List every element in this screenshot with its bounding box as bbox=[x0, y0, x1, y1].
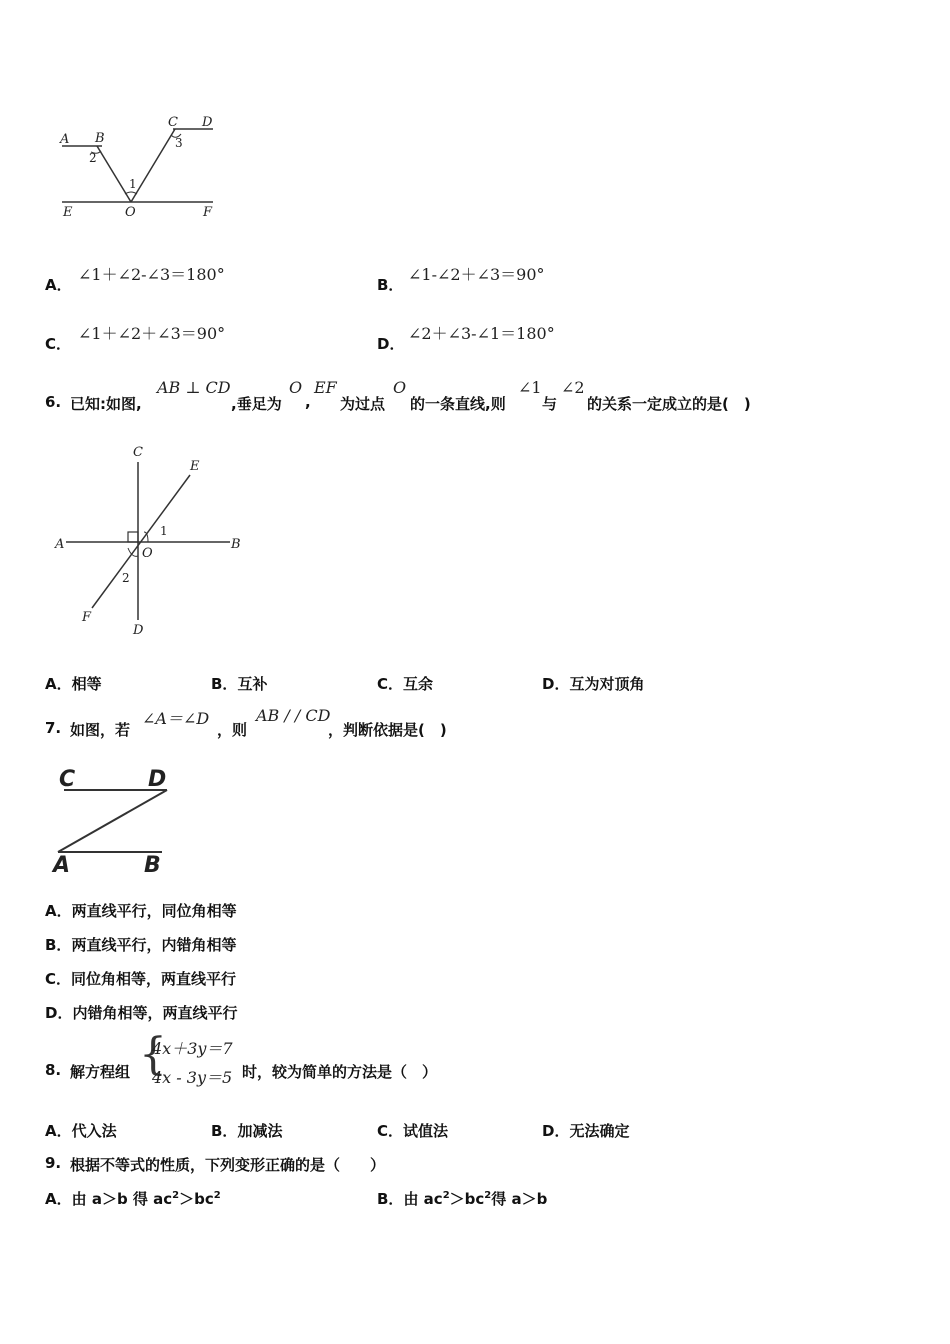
q7-math-ab-parallel-cd: AB / / CD bbox=[256, 706, 331, 725]
q7-label-b: B bbox=[144, 853, 161, 878]
q8-text-before: 解方程组 bbox=[70, 1063, 131, 1081]
q5-label-a: A bbox=[60, 132, 70, 147]
q6-option-a-letter: A． bbox=[45, 675, 72, 693]
q5-option-c-letter: C． bbox=[45, 335, 72, 353]
q8-option-c-text: 试值法 bbox=[403, 1122, 449, 1140]
q8-option-b-text: 加减法 bbox=[237, 1122, 283, 1140]
q8-option-a-text: 代入法 bbox=[71, 1122, 117, 1140]
q6-text-4: 为过点 bbox=[340, 395, 386, 413]
q6-math-o-2: O bbox=[393, 378, 407, 397]
q5-label-o: O bbox=[125, 205, 136, 220]
q6-text-6: 与 bbox=[542, 395, 558, 413]
q7-option-d-letter: D． bbox=[45, 1004, 73, 1022]
q9-option-a-sup2: 2 bbox=[213, 1190, 221, 1201]
q6-angle-1: 1 bbox=[160, 524, 168, 538]
q9-option-b-letter: B． bbox=[377, 1190, 404, 1208]
q7-option-b bbox=[45, 934, 236, 955]
q6-label-f: F bbox=[82, 610, 92, 625]
q9-option-b bbox=[377, 1188, 547, 1209]
q8-option-d-letter: D． bbox=[542, 1122, 570, 1140]
q6-option-c-letter: C． bbox=[377, 675, 404, 693]
q9-number: 9. bbox=[45, 1154, 62, 1172]
q5-angle-3: 3 bbox=[175, 136, 183, 150]
q9-option-a-text-b: ＞bc bbox=[179, 1190, 214, 1208]
q5-label-e: E bbox=[63, 205, 73, 220]
q7-option-d-text: 内错角相等，两直线平行 bbox=[72, 1004, 238, 1022]
q7-number: 7. bbox=[45, 719, 62, 737]
q6-label-a: A bbox=[55, 537, 65, 552]
q6-label-o: O bbox=[142, 546, 153, 561]
q6-label-b: B bbox=[231, 537, 241, 552]
q7-option-c-letter: C． bbox=[45, 970, 72, 988]
q6-math-ab-perp-cd: AB ⊥ CD bbox=[157, 378, 231, 397]
q7-label-c: C bbox=[59, 767, 76, 792]
q6-label-c: C bbox=[133, 445, 143, 460]
q6-number: 6. bbox=[45, 393, 62, 411]
q6-text-1: 已知:如图, bbox=[70, 395, 142, 413]
q6-text-2: ,垂足为 bbox=[231, 395, 282, 413]
q8-option-d bbox=[542, 1120, 629, 1141]
q8-option-b bbox=[211, 1120, 282, 1141]
q6-angle-2: 2 bbox=[122, 571, 130, 585]
q6-math-ef: EF bbox=[314, 378, 337, 397]
q5-option-b-expr: ∠1-∠2＋∠3＝90° bbox=[408, 265, 545, 284]
q9-option-b-text-b: ＞bc bbox=[449, 1190, 485, 1208]
q7-option-b-text: 两直线平行，内错角相等 bbox=[71, 936, 237, 954]
q9-option-b-text-a: 由 ac bbox=[403, 1190, 443, 1208]
q8-option-a bbox=[45, 1120, 117, 1141]
q5-option-d-letter: D． bbox=[377, 335, 405, 353]
q6-text-7: 的关系一定成立的是( ) bbox=[587, 395, 751, 413]
q6-text-5: 的一条直线,则 bbox=[410, 395, 506, 413]
q8-option-a-letter: A． bbox=[45, 1122, 72, 1140]
q5-label-f: F bbox=[203, 205, 213, 220]
q8-system-brace: { bbox=[139, 1029, 167, 1080]
q5-option-a-letter: A． bbox=[45, 276, 72, 294]
q9-option-a-text-a: 由 a＞b 得 ac bbox=[71, 1190, 173, 1208]
q8-option-c bbox=[377, 1120, 448, 1141]
q7-option-a bbox=[45, 900, 237, 921]
q9-option-a-sup1: 2 bbox=[172, 1190, 180, 1201]
q6-option-b-text: 互补 bbox=[237, 675, 268, 693]
q7-label-d: D bbox=[148, 767, 167, 792]
q7-option-a-letter: A． bbox=[45, 902, 72, 920]
q7-option-a-text: 两直线平行，同位角相等 bbox=[71, 902, 237, 920]
q8-number: 8. bbox=[45, 1061, 62, 1079]
q9-option-b-sup2: 2 bbox=[484, 1190, 492, 1201]
q6-label-e: E bbox=[190, 459, 200, 474]
q8-text-after: 时，较为简单的方法是（ ） bbox=[242, 1063, 438, 1081]
q6-option-d bbox=[542, 673, 644, 694]
q6-option-c bbox=[377, 673, 433, 694]
q8-option-d-text: 无法确定 bbox=[569, 1122, 630, 1140]
q8-equation-2: 4x - 3y＝5 bbox=[152, 1068, 233, 1087]
q6-math-angle1: ∠1 bbox=[518, 378, 542, 397]
q8-option-c-letter: C． bbox=[377, 1122, 404, 1140]
q6-option-d-text: 互为对顶角 bbox=[569, 675, 645, 693]
q7-text-1: 如图，若 bbox=[70, 721, 131, 739]
q7-text-2: ，则 bbox=[217, 721, 248, 739]
q6-math-o: O bbox=[289, 378, 303, 397]
q9-option-b-sup1: 2 bbox=[442, 1190, 450, 1201]
q5-option-b-letter: B． bbox=[377, 276, 404, 294]
q5-label-c: C bbox=[168, 115, 178, 130]
q9-text: 根据不等式的性质，下列变形正确的是（ ） bbox=[70, 1156, 386, 1174]
q6-math-angle2: ∠2 bbox=[561, 378, 585, 397]
q9-option-a bbox=[45, 1188, 221, 1209]
q6-figure bbox=[50, 440, 250, 640]
q7-option-c bbox=[45, 968, 236, 989]
q7-text-3: ，判断依据是( ) bbox=[328, 721, 447, 739]
q6-option-a bbox=[45, 673, 102, 694]
q6-label-d: D bbox=[133, 623, 144, 638]
q8-option-b-letter: B． bbox=[211, 1122, 238, 1140]
q9-option-a-letter: A． bbox=[45, 1190, 72, 1208]
q7-math-angle-a-eq-d: ∠A＝∠D bbox=[142, 709, 210, 728]
q9-option-b-text-c: 得 a＞b bbox=[491, 1190, 548, 1208]
q5-label-d: D bbox=[202, 115, 213, 130]
q5-label-b: B bbox=[95, 131, 105, 146]
q5-option-a-expr: ∠1＋∠2-∠3＝180° bbox=[78, 265, 225, 284]
q7-label-a: A bbox=[53, 853, 71, 878]
q7-option-c-text: 同位角相等，两直线平行 bbox=[71, 970, 237, 988]
q8-equation-1: 4x＋3y＝7 bbox=[152, 1039, 233, 1058]
q7-option-d bbox=[45, 1002, 237, 1023]
q6-option-b bbox=[211, 673, 267, 694]
q6-option-a-text: 相等 bbox=[71, 675, 102, 693]
q5-option-d-expr: ∠2＋∠3-∠1＝180° bbox=[408, 324, 555, 343]
q5-figure bbox=[55, 110, 225, 225]
q6-option-c-text: 互余 bbox=[403, 675, 434, 693]
q5-option-c-expr: ∠1＋∠2＋∠3＝90° bbox=[78, 324, 226, 343]
q6-text-3: , bbox=[305, 393, 311, 411]
q5-angle-2: 2 bbox=[89, 151, 97, 165]
q6-option-d-letter: D． bbox=[542, 675, 570, 693]
q5-angle-1: 1 bbox=[129, 177, 137, 191]
q6-option-b-letter: B． bbox=[211, 675, 238, 693]
q7-option-b-letter: B． bbox=[45, 936, 72, 954]
q7-figure bbox=[50, 762, 180, 880]
